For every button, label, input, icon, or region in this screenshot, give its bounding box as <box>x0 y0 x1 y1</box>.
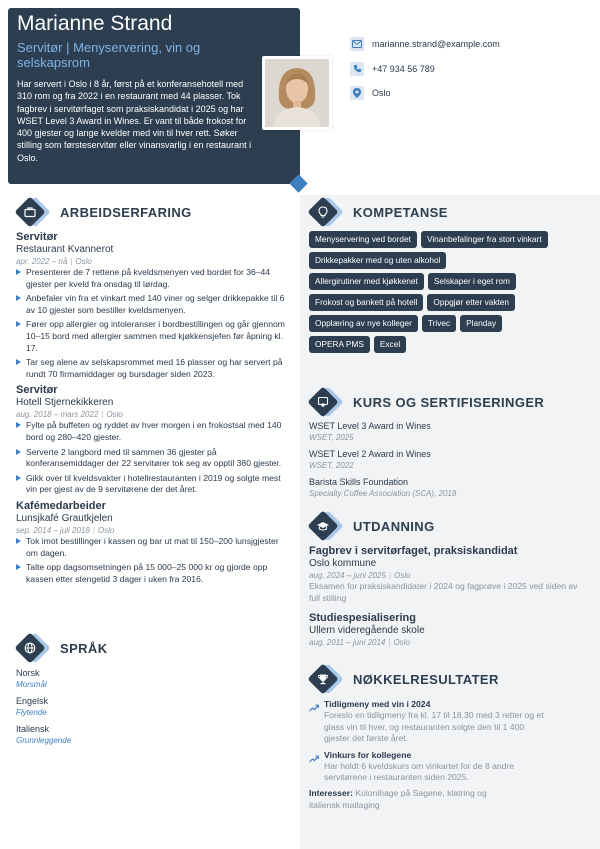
job-company: Lunsjkafé Grautkjelen <box>16 512 113 524</box>
skill-tag: Frokost og bankett på hotell <box>309 294 423 311</box>
language-list <box>16 668 291 752</box>
achievement-description: Foreslo en tidligmeny fra kl. 17 til 18.30 med 3 retter og et glass vin til hver, og restauranten solgte den til 1 400 gjester det første året. <box>324 710 544 744</box>
certification-issuer: WSET, 2025 <box>309 433 354 442</box>
globe-icon <box>23 641 37 655</box>
job-meta: aug. 2018 – mars 2022 | Oslo <box>16 410 123 420</box>
contact-phone[interactable] <box>350 57 500 81</box>
job-bullet: Tok imot bestillinger i kassen og bar ut mat til 150–200 lunsjgjester om dagen. <box>16 536 291 559</box>
email-icon <box>350 37 364 51</box>
candidate-name: Marianne Strand <box>17 12 173 35</box>
education-item <box>309 545 589 604</box>
candidate-subtitle: Servitør | Menyservering, vin og selskapsrom <box>17 40 201 70</box>
education-heading: UTDANNING <box>353 518 435 534</box>
section-heading-education <box>309 511 435 541</box>
certification-name: Barista Skills Foundation <box>309 477 409 487</box>
job-title: Servitør <box>16 231 58 243</box>
education-school: Oslo kommune <box>309 558 377 569</box>
interests-label: Interesser: <box>309 787 353 798</box>
job-bullet: Gikk over til kveldsvakter i hotellrestauranten i 2019 og solgte mest vin per gjest av de 9 servitørene der det året. <box>16 473 291 496</box>
profile-summary: Har servert i Oslo i 8 år, først på et konferansehotell med 310 rom og fra 2022 i en restaurant med 44 plasser. Tok fagbrev i servitørfaget som praksiskandidat i 2025 og har WSET Level 3 Award in Wines. Er vant til både frokost for 400 gjester og lange kvelder med vin til hver rett. Søker stilling som førsteservitør eller vinansvarlig i en restaurant i Oslo. <box>17 79 252 163</box>
job-entry <box>16 500 291 585</box>
certificate-icon <box>316 395 330 409</box>
achievement-title: Vinkurs for kollegene <box>324 749 412 760</box>
section-heading-skills <box>309 197 448 227</box>
section-heading-languages <box>16 633 108 663</box>
job-bullets <box>16 267 291 380</box>
job-location: Oslo <box>75 257 92 266</box>
job-company: Hotell Stjernekikkeren <box>16 397 114 409</box>
achievement-title: Tidligmeny med vin i 2024 <box>324 699 431 709</box>
education-description: Eksamen for praksiskandidater i 2024 og fagprøve i 2025 ved siden av full stilling <box>309 581 578 603</box>
briefcase-icon <box>23 205 37 219</box>
section-heading-certifications <box>309 387 544 417</box>
skill-tag: Menyservering ved bordet <box>309 231 417 248</box>
education-meta: aug. 2011 – juni 2014 | Oslo <box>309 638 410 648</box>
job-location: Oslo <box>106 410 123 420</box>
certification-issuer: WSET, 2022 <box>309 461 354 470</box>
achievement-list <box>309 698 545 811</box>
skill-tag: Oppgjør etter vakten <box>427 294 515 311</box>
education-item <box>309 612 589 648</box>
graduation-cap-icon <box>316 519 330 533</box>
lightbulb-icon <box>316 205 330 219</box>
skills-tags <box>309 231 549 353</box>
education-title: Fagbrev i servitørfaget, praksiskandidat <box>309 545 518 557</box>
job-bullet: Fører opp allergier og intoleranser i bordbestillingen og går gjennom 10–15 bord med allergier sammen med kjøkkensjefen før åpning kl. 17. <box>16 319 291 354</box>
skill-tag: Vinanbefalinger fra stort vinkart <box>421 231 548 248</box>
section-heading-experience <box>16 197 192 227</box>
education-list <box>309 545 589 648</box>
interests-text: Kolonihage på Sagene, klatring og italiensk matlaging <box>309 787 487 810</box>
skill-tag: Opplæring av nye kolleger <box>309 315 418 332</box>
language-level: Morsmål <box>16 680 47 689</box>
certification-issuer: Specialty Coffee Association (SCA), 2018 <box>309 489 457 498</box>
header-card <box>8 8 300 184</box>
language-item <box>16 724 291 746</box>
contact-email-text: marianne.strand@example.com <box>372 39 500 49</box>
certification-item <box>309 449 589 471</box>
skills-heading: KOMPETANSE <box>353 204 448 220</box>
education-location: Oslo <box>393 638 410 648</box>
job-bullets <box>16 536 291 585</box>
skill-tag: OPERA PMS <box>309 336 370 353</box>
job-bullet: Tar seg alene av selskapsrommet med 16 plasser og har servert på rundt 70 firmamiddager og bursdager siden 2023. <box>16 357 291 380</box>
certification-name: WSET Level 3 Award in Wines <box>309 421 431 431</box>
trophy-icon <box>316 672 330 686</box>
job-meta: apr. 2022 – nå | Oslo <box>16 257 92 266</box>
certification-name: WSET Level 2 Award in Wines <box>309 449 431 459</box>
language-name: Norsk <box>16 668 40 678</box>
language-item <box>16 668 291 690</box>
avatar-illustration <box>265 59 329 127</box>
job-bullet: Presenterer de 7 rettene på kveldsmenyen ved bordet for 36–44 gjester per kveld fra onsdag til lørdag. <box>16 267 291 290</box>
experience-list <box>16 231 291 588</box>
trend-up-icon <box>309 704 319 712</box>
job-title: Kafémedarbeider <box>16 499 106 512</box>
education-location: Oslo <box>394 571 411 580</box>
job-bullets <box>16 420 291 496</box>
location-icon <box>350 86 364 100</box>
skill-tag: Excel <box>374 336 406 353</box>
contact-location-text: Oslo <box>372 88 391 98</box>
language-level: Grunnleggende <box>16 736 72 745</box>
certification-item <box>309 477 589 499</box>
job-location: Oslo <box>97 525 115 535</box>
certification-list <box>309 421 589 505</box>
job-bullet: Anbefaler vin fra et vinkart med 140 viner og selger drikkepakke til 6 av 10 gjester som bestiller kveldsmenyen. <box>16 293 291 316</box>
language-level: Flytende <box>16 708 47 717</box>
achievements-heading: NØKKELRESULTATER <box>353 671 499 687</box>
phone-icon <box>350 62 364 76</box>
contact-phone-text: +47 934 56 789 <box>372 63 435 74</box>
skill-tag: Trivec <box>422 315 456 332</box>
education-meta: aug. 2024 – juni 2025 | Oslo <box>309 571 411 580</box>
job-bullet: Serverte 2 langbord med til sammen 36 gjester på konferansemiddager der 22 servitører tok seg av opptil 380 gjester. <box>16 447 291 470</box>
profile-photo <box>262 56 332 130</box>
job-dates: aug. 2018 – mars 2022 <box>16 410 99 420</box>
skill-tag: Selskaper i eget rom <box>428 273 516 290</box>
contact-list <box>350 32 500 106</box>
skill-tag: Planday <box>460 315 502 332</box>
certification-item <box>309 421 589 443</box>
languages-heading: SPRÅK <box>60 640 108 656</box>
education-title: Studiespesialisering <box>309 612 416 625</box>
skill-tag: Allergirutiner med kjøkkenet <box>309 273 424 290</box>
education-dates: aug. 2024 – juni 2025 <box>309 571 386 580</box>
section-heading-achievements <box>309 664 499 694</box>
job-entry <box>16 231 291 380</box>
education-school: Ullern videregående skole <box>309 625 425 637</box>
language-name: Engelsk <box>16 696 49 706</box>
language-name: Italiensk <box>16 724 50 734</box>
experience-heading: ARBEIDSERFARING <box>60 204 192 220</box>
contact-email[interactable] <box>350 32 500 56</box>
interests <box>309 788 519 811</box>
job-company: Restaurant Kvannerot <box>16 244 114 255</box>
skill-tag: Drikkepakker med og uten alkohol <box>309 252 446 269</box>
achievement-item <box>309 698 545 745</box>
education-dates: aug. 2011 – juni 2014 <box>309 638 386 648</box>
job-entry <box>16 384 291 496</box>
job-dates: sep. 2014 – juli 2018 <box>16 525 90 535</box>
job-meta: sep. 2014 – juli 2018 | Oslo <box>16 525 115 535</box>
job-bullet: Talte opp dagsomsetningen på 15 000–25 000 kr og gjorde opp kassen etter stengetid 3 dager i uken fra 2016. <box>16 562 291 585</box>
job-dates: apr. 2022 – nå <box>16 257 68 266</box>
achievement-item <box>309 749 545 784</box>
job-bullet: Fylte på buffeten og ryddet av hver morgen i en frokostsal med 140 bord og 280–420 gjester. <box>16 420 291 443</box>
achievement-description: Har holdt 6 kveldskurs om vinkartet for de 8 andre servitørene i restauranten siden 2025. <box>324 760 515 783</box>
job-title: Servitør <box>16 384 58 397</box>
trend-up-icon <box>309 755 319 763</box>
language-item <box>16 696 291 718</box>
contact-location <box>350 81 500 105</box>
certifications-heading: KURS OG SERTIFISERINGER <box>353 394 545 410</box>
